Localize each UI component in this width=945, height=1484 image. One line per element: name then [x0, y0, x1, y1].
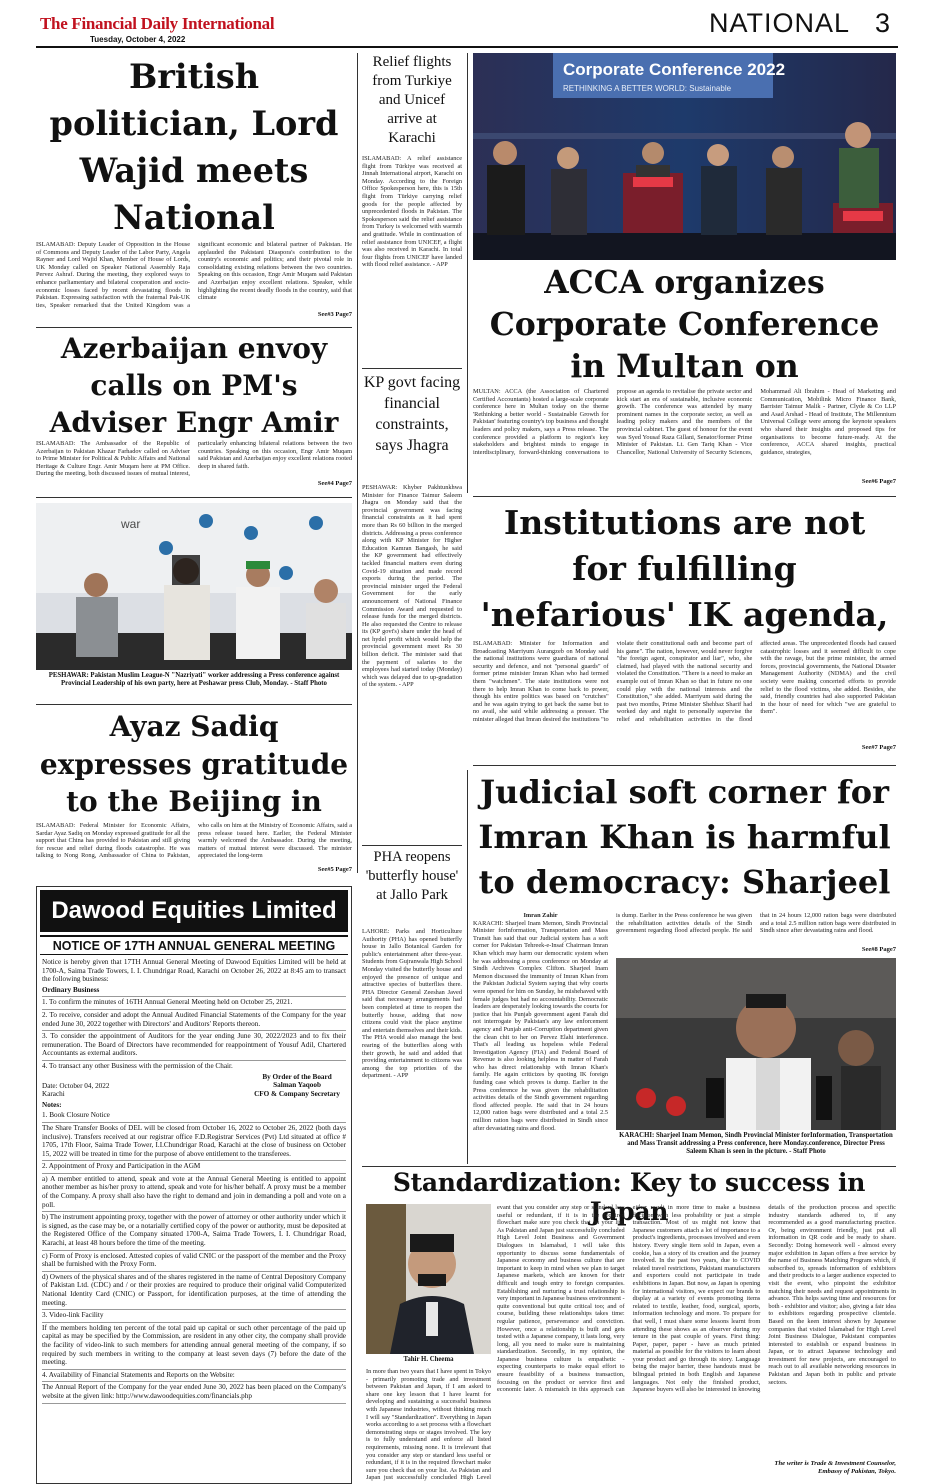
- story-body: LAHORE: Parks and Horticulture Authority (PHA) has opened butterfly house in Jallo Botanical Garden for public's entertainment after three-year. Students from Gujranwala High School Monday visited the butterfly house and enjoyed the presence of unique and attractive species of butterflies there. PHA Director General Zeeshan Javed said that necessary arrangements had been completed at time to reopen the butterfly house, adding that now citizens could visit the place anytime and entertain themselves and their kids. The PHA would also manage the best rearing of the butterflies along with their growth, he said and added that providing entertainment to citizens was among the top priorities of the department. - APP: [362, 928, 462, 1080]
- see-more-link[interactable]: See#8 Page7: [861, 946, 896, 953]
- peshawar-press-photo: [36, 503, 352, 670]
- divider: [36, 497, 352, 498]
- banner-text: Corporate Conference 2022: [563, 60, 786, 79]
- story-body: In more than two years that I have spent in Tokyo - primarily promoting trade and investment between Pakistan and Japan, if I am asked to share one key lesson that I have learnt for developing and sustaining a successful business with Japanese industries, without thinking much I will say "Standardization". Everything in Japan works according to a set process with a flowchart demonstrating steps or stages involved. The key is to fully understand and enforce all listed requirements, missing none. It is irrelevant that you consider any step or standard less useful or redundant, if it is in the required flowchart make sure you check that on your list. As Pakistan and Japan just successfully concluded High Level: [366, 1368, 491, 1482]
- ad-note: c) Form of Proxy is enclosed. Attested copies of valid CNIC or the passport of the member and the Proxy shall be furnished with the Proxy Form.: [42, 1251, 346, 1269]
- story-body: ISLAMABAD: A relief assistance flight from Türkiye was received at Jinnah International airport, Karachi on Monday. According to the Foreign Office Spokesperson here, this is 15th flight from Türkiye carrying relief goods for the people affected by unprecedented floods in Pakistan. The Spokesperson said the relief assistance from Turkey is welcomed with warmth and gratitude. While in continuation of relief assistance from UNICEF, a flight was also received in Karachi. In total four flights from UNICEF have landed with flood relief assistance. - APP: [362, 155, 462, 269]
- story-ayaz-sadiq: [36, 708, 352, 880]
- divider: [36, 327, 352, 328]
- acca-conference-photo: [473, 53, 896, 260]
- see-more-link[interactable]: See#4 Page7: [317, 480, 352, 487]
- story-body: KARACHI: Sharjeel Inam Memon, Sindh Provincial Minister forInformation, Transportation and Mass Transit has said that our Judicial system has a soft corner for Pakistan Tehreek-e-Insaf Chairman Imran Khan which may harm our democratic system when he was addressing a press conference on Monday at Sindh Archives Complex Clifton. Sharjeel Inam Memon discussed the immunity of Imran Khan from the Pakistan Judicial System saying that why courts were opened for him on Sunday, he mishehaved with female judges but had no accountability. Democratic leaders are desperately looking towards the courts for justice that his Punjab government agent Farah did not interrogate by Pakistan's any law enforcement agency and Punjab anti-Corruption department given the clean chit to her on Pervez Elahi interference. That's all leading us hopeless while Federal Investigation Agency (FIA) and Federal Board of Revenue is also looking helpless in matter of Farah who has direct relationship with Imran Khan's family. He again criticizes by quoting IK foreign funding case which proves is dump. Earlier in the Press conference he was given the rehabilitation activities details of the Sindh government regarding flood affected people. He said that in 24 hours 12,000 ration bags were distributed and a total 2.5 million ration bags were distributed in Sindh since after devastating rains and flood.: [473, 919, 608, 1132]
- author-caption: Tahir H. Cheema: [403, 1356, 454, 1363]
- column-rule: [467, 770, 468, 1164]
- byline: Imran Zahir: [523, 912, 558, 919]
- headline: Institutions are not for fulfilling 'nefarious' IK agenda,: [480, 503, 889, 634]
- story-body: PESHAWAR: Khyber Pakhtunkhwa Minister for Finance Taimur Saleem Jhagra on Monday said that the provincial government was facing financial constraints as it had spent more than Rs 60 billion in the merged districts. Addressing a press conference along with KP Minister for Higher Education Kamran Bangash, he said the KP government had effectively tackled financial matters even during Covid-19 situation and made record exports during the period. The provincial minister urged the Federal Government for the early announcement of National Finance Commission Award and requested to release funds for the merged districts. He also requested the Centre to release its (KP govt's) share under the head of net hydel profit which would help the provincial government meet Rs 30 billion deficit. The minister said that the payment of salaries to the employees had started today (Monday) which was delayed due to up-gradation of the system. - APP: [362, 484, 462, 689]
- ad-note: If the members holding ten percent of the total paid up capital or such other percentage of the paid up capital as may be specified by the Commission, are resident in any other city, the company shall provide the facility of video-link to such members for attending annual general meeting of the company, if so required by such members in writing to the company at least seven days (7) before the date of the meeting.: [42, 1323, 346, 1367]
- story-relief-flights: [362, 53, 462, 365]
- see-more-link[interactable]: See#3 Page7: [317, 311, 352, 318]
- divider: [473, 765, 896, 766]
- column-rule: [467, 53, 468, 493]
- ad-notice-title: NOTICE OF 17TH ANNUAL GENERAL MEETING: [40, 935, 348, 955]
- divider: [362, 368, 462, 369]
- ad-note: b) The instrument appointing proxy, together with the power of attorney or other authority under which it is signed, as the case may be, or a notarially certified copy of the power or authority, must be deposited at the Registered Office of the Company situated 1700-A, Saima Trade Towers, I. I. Chundrigar Road, Karachi, at least 48 hours before the time of the meeting.: [42, 1213, 346, 1248]
- author-photo: [366, 1204, 491, 1354]
- headline: Judicial soft corner for Imran Khan is harmful to democracy: Sharjeel: [478, 773, 891, 901]
- story-body-continued: evant that you consider any step or standard less useful or redundant, if it is in the required flowchart make sure you check that on your list. As Pakistan and Japan just successfully concluded High Level Joint Business and Government Dialogues in Islamabad, I will take this opportunity to discuss some fundamentals of Japanese economy and business culture that are important to keep in mind when we plan to target Japanese markets, which are known for their difficult and tough entry to foreign companies. Establishing and nurturing a trust relationship is very important in Japanese business environment - quite conventional but quite critical too; and of course, building these relationships takes time: regular patience, perseverance and conviction. However, once a relationship is built and gets tested with a Japanese company, it lasts long, very long, all you need to make sure is maintaining standardization. Secondly, in my opinion, the Japanese business culture is empathetic - expecting counterparts to make equal effort to ensure feasibility of a business transaction, focusing on the product or service first and economic later. A mismatch in this approach can either result in more time to make a business decision with less probability or just a simple transaction. Most of us might not know that Japanese customers attach a lot of importance to a product's ingredients, processes involved and even history. Every single item sold in Japan, even a cookie, has a story of its creation and the journey involved. In the past two years, due to COVID related travel restrictions, Pakistani manufacturers and exporters could not participate in trade exhibitions in Japan. But now, as Japan is opening for international visitors, we expect our brands to display at a variety of events promoting items related to textile, leather, food, surgical, sports, information technology and more. To prepare for that well, I must share some lessons learnt from attending these shows as an observer during my tenure in the past couple of years. First thing: Paper, paper, paper - have as much printed material as possible for the visitors to learn about your product and go through its story. Language being the major barrier, these handouts must be bilingual printed in both English and Japanese languages. Not only the finished product, Japanese buyers will also be interested in knowing details of the production process and specific industry standards adhered to, if any recommended as a good manufacturing practice. Or, being environment friendly, just put all information in QR code and be ready to share. Secondly: Doing homework well - almost every major exhibition in Japan offers a free service by the name of Business Matching Program which, if subscribed to, spreads information of exhibitors and their products to a larger audience expected to visit the event, who pinpoint the exhibitor matching their needs and request appointments in advance. This helps saving time and resources for both - exhibitor and visitor; also, giving a fair idea to exhibitors regarding prospective clientele. Based on the keen interest shown by Japanese companies that visited Islamabad for High Level Joint Business Dialogue, Pakistani companies interested to establish or expand business in Japan, or to attract Japanese technology and investment for new projects, are encouraged to reach out to all available networking resources in Pakistan and Japan both in public and private sectors.: [497, 1204, 896, 1394]
- page-number: 3: [874, 8, 890, 38]
- story-body: MULTAN: ACCA (the Association of Chartered Certified Accountants) hosted a large-scale corporate conference here in Multan today on the theme 'Rethinking a better world - Sustainable Growth for Pakistan' featuring country's top business and thought leaders and policy makers, says a Press release. The conference provided a platform to region's key stakeholders and brightest minds to engage in interdisciplinary, forward-thinking conversations to propose an agenda to revitalise the private sector and kick start an era of sustainable, inclusive economic growth. The conference was attended by many prominent names in the corporate sector, as well as leading policy makers and the members of the provincial cabinet. The guest of honour for the event was Syed Yousaf Raza Gillani, Senator/former Prime Minister of Pakistan. Lt. Gen Tariq Khan - Vice Chancellor, National University of Security Sciences, Mohammad Ali Ibrahim - Head of Marketing and Communication, Mobilink Micro Finance Bank, Barrister Taimur Malik - Partner, Clyde & Co LLP and Asad Arshad - Head of Institute, The Millennium Universal College were among the keynote speakers who shared their insights and proposed tips for organisations to become future-ready. At the conference, ACCA shared insights, practical guidance, strategies,: [473, 388, 896, 456]
- headline: British politician, Lord Wajid meets National: [49, 57, 339, 237]
- ad-note: The Annual Report of the Company for the year ended June 30, 2022 has been placed on the Company's website at the given link: http://www.dawoodequities.com/financials.php: [42, 1383, 346, 1400]
- story-pha-butterfly: [362, 848, 462, 1164]
- photo-caption: PESHAWAR: Pakistan Muslim League-N "Nazriyati" worker addressing a Press conference against Provincial Leadership of his own party, here at Peshawar press Club, Monday. - Staff Photo: [48, 672, 340, 687]
- ad-note: 3. Video-link Facility: [42, 1309, 346, 1320]
- ad-signature-block: [42, 1073, 346, 1099]
- story-kp-govt: [362, 372, 462, 842]
- ad-item: 4. To transact any other Business with the permission of the Chair.: [42, 1060, 346, 1071]
- ad-note: The Share Transfer Books of DEL will be closed from October 16, 2022 to October 26, 2022 (both days inclusive). Transfers received at our registrar office F.D.Registrar Services (Pvt) Ltd situated at office # 1705, 17th Floor, Saima Trade Tower, I.I.Chundrigar Road, Karachi at the close of business on October 15, 2022 will be treated in time for the purpose of above entitlement to the transferees.: [42, 1123, 346, 1158]
- ad-item: 3. To consider the appointment of Auditors for the year ending June 30, 2022/2023 and to fix their remuneration. The Board of Directors have recommended for reappointment of Yousuf Adil, Chartered Accountants as external auditors.: [42, 1032, 346, 1058]
- dawood-equities-notice: [36, 886, 352, 1484]
- story-body: ISLAMABAD: Federal Minister for Economic Affairs, Sardar Ayaz Sadiq on Monday expressed gratitude for all the support that China has provided to Pakistan and still giving for rescue and relief during floods catastrophe. He was talking to Nong Rong, Ambassador of China to Pakistan, who calls on him at the Ministry of Economic Affairs, said a press release issued here. Earlier, the Federal Minister warmly welcomed the Ambassador. During the meeting, matters of mutual interest were discussed. The minister appreciated the long-term: [36, 822, 352, 860]
- story-institutions: [473, 500, 896, 762]
- story-lord-wajid: [36, 53, 352, 325]
- banner-subtext: RETHINKING A BETTER WORLD: Sustainable: [563, 84, 732, 93]
- see-more-link[interactable]: See#6 Page7: [861, 478, 896, 485]
- headline: Relief flights from Turkiye and Unicef arrive at Karachi: [372, 54, 452, 146]
- ad-signatory: Salman Yaqoob: [273, 1081, 321, 1090]
- divider: [362, 845, 462, 846]
- masthead: [40, 14, 275, 44]
- divider: [473, 496, 896, 497]
- issue-date: Tuesday, October 4, 2022: [90, 35, 186, 44]
- ad-body: [37, 955, 351, 1483]
- story-body: ISLAMABAD: Deputy Leader of Opposition in the House of Commons and Deputy Leader of the Labor Party, Angela Rayner and Lord Wajid Khan, Member of House of Lords, UK Monday called on Speaker National Assembly Raja Pervez Ashraf. During the meeting, they explored ways to enhance parliamentary and bilateral cooperation and socio-economic losses faced by recent devastating floods in Pakistan. Expressing satisfaction with the fraternal Pak-UK ties, Speaker remarked that the United Kingdom was a significant economic and bilateral partner of Pakistan. He applauded the Pakistani Diaspora's contribution to the country's economic and politics; and their pivotal role in consolidating existing relations between the two countries. Speaking on this occasion, Engr Amir Muqam said Pakistan and Azerbaijan enjoy excellent relations. Speaker, while highlighting the recent deadly floods in the country, said that climate: [36, 241, 352, 309]
- story-sharjeel-continued: [616, 912, 896, 948]
- headline: ACCA organizes Corporate Conference in Multan on: [489, 264, 880, 385]
- story-body: ISLAMABAD: The Ambassador of the Republic of Azerbaijan to Pakistan Khazar Farhadov called on Adviser to Prime Minister for Political & Public Affairs and National Heritage & Culture Engr. Amir Muqam here at PM Office. During the meeting, both discussed issues of mutual interest, particularly enhancing bilateral relations between the two countries. Speaking on this occasion, Engr Amir Muqam said Pakistan and Azerbaijan enjoy excellent relations rooted deep in shared faith.: [36, 440, 352, 478]
- headline-standardization: Standardization: Key to success in Japan: [392, 1168, 866, 1226]
- ad-note: 1. Book Closure Notice: [42, 1111, 110, 1120]
- headline: PHA reopens 'butterfly house' at Jallo Park: [365, 849, 459, 903]
- divider: [362, 1166, 896, 1167]
- story-acca: [473, 262, 896, 494]
- ad-note: 4. Availability of Financial Statements and Reports on the Website:: [42, 1369, 346, 1380]
- ad-note: [42, 1403, 346, 1405]
- see-more-link[interactable]: See#7 Page7: [861, 744, 896, 751]
- ad-signatory-title: CFO & Company Secretary: [254, 1089, 340, 1098]
- newspaper-title: The Financial Daily International: [40, 14, 275, 33]
- story-body: ISLAMABAD: Minister for Information and Broadcasting Marriyum Aurangzeb on Monday said the national institutions were guardians of national security and defence, and not "personal guards" of former prime minister Imran Khan who had termed them "watchmen". The state institutions were not there to help Imran Khan to come back to power, though his entire politics was based on "crutches" and he was again trying to get back the same but to no avail, she said while addressing a presser. The minister alleged that Imran desired the institutions "to violate their constitutional oath and become part of his game". The nation, however, would never forgive "the foreign agent, conspirator and liar", who, she claimed, had played with the national security and violated the Constitution. "There is a need to make an example out of Imran Khan so that in future no one could play with the national interests and the Constitution," she added. Marriyum said during the past two months, Prime Minister Shehbaz Sharif had worked day and night to personally supervise the relief and rehabilitation activities in the flood affected areas. The unprecedented floods had caused catastrophic losses and it seemed difficult to cope with the ravage, but the prime minister, the armed forces, provincial governments, the National Disaster Management Authority (NDMA) and the civil society were making concerted efforts to provide relief to the flood victims, she added. Besides, she said, friendly countries had also supported Pakistan in the hour of need for which "we are grateful to them".: [473, 640, 896, 723]
- ad-by-order: By Order of the Board: [262, 1072, 332, 1081]
- sharjeel-press-photo: [616, 958, 896, 1130]
- story-body-continued: is dump. Earlier in the Press conference he was given the rehabilitation activities details of the Sindh government regarding flood affected people. He said that in 24 hours 12,000 ration bags were distributed and a total 2.5 million ration bags were distributed in Sindh since after devastating rains and flood.: [616, 912, 896, 935]
- headline: Ayaz Sadiq expresses gratitude to the Beijing in: [39, 710, 349, 818]
- ad-item: 1. To confirm the minutes of 16TH Annual General Meeting held on October 25, 2021.: [42, 996, 346, 1007]
- headline: Azerbaijan envoy calls on PM's Adviser Engr Amir: [49, 332, 339, 438]
- ad-note: 2. Appointment of Proxy and Participation in the AGM: [42, 1160, 346, 1171]
- section-name: NATIONAL: [708, 8, 850, 38]
- ad-item: 2. To receive, consider and adopt the Annual Audited Financial Statements of the Company for the year ended June 30, 2022 together with Directors' and Auditors' Reports thereon.: [42, 1010, 346, 1028]
- ad-place: Karachi: [42, 1090, 65, 1099]
- header-rule: [36, 46, 898, 48]
- standardization-cols: [497, 1204, 896, 1466]
- column-rule: [357, 53, 358, 873]
- ad-company-name: Dawood Equities Limited: [40, 890, 348, 932]
- story-sharjeel-body: [473, 912, 608, 1156]
- standardization-col1: [366, 1368, 491, 1482]
- ad-ordinary-business: Ordinary Business: [42, 985, 100, 994]
- ad-date: Date: October 04, 2022: [42, 1081, 110, 1090]
- svg-text:war: war: [121, 517, 141, 531]
- author-footer: The writer is Trade & Investment Counselor, Embassy of Pakistan, Tokyo.: [774, 1460, 896, 1475]
- ad-notes-title: Notes:: [42, 1100, 62, 1109]
- ad-note: d) Owners of the physical shares and of the shares registered in the name of Central Depository Company of Pakistan Ltd. (CDC) and / or their proxies are required to produce their original valid Computerized National Identity Card (CNIC) or Passport, for identification purposes, at the time of attending the meeting.: [42, 1272, 346, 1307]
- story-azerbaijan: [36, 330, 352, 495]
- headline: KP govt facing financial constraints, says Jhagra: [363, 374, 461, 454]
- ad-note: a) A member entitled to attend, speak and vote at the Annual General Meeting is entitled to appoint another member as his/her proxy to attend, speak and vote for his/her behalf. A proxy must be a member of the Company. A proxy shall also have the right to demand and join in demanding a poll and vote on a poll.: [42, 1174, 346, 1209]
- divider: [36, 704, 352, 705]
- photo-caption: KARACHI: Sharjeel Inam Memon, Sindh Provincial Minister forInformation, Transportation and Mass Transit addressing a Press conference, here Monday.conference, Director Press Saleem Khan is seen in the picture. - Staff Photo: [619, 1132, 893, 1155]
- ad-intro: Notice is hereby given that 17TH Annual General Meeting of Dawood Equities Limited will be held at 1700-A, Saima Trade Towers, I. I. Chundrigar Road, Karachi on October 26, 2022 at 8:45 am to transact the following business:: [42, 958, 346, 984]
- see-more-link[interactable]: See#5 Page7: [317, 866, 352, 873]
